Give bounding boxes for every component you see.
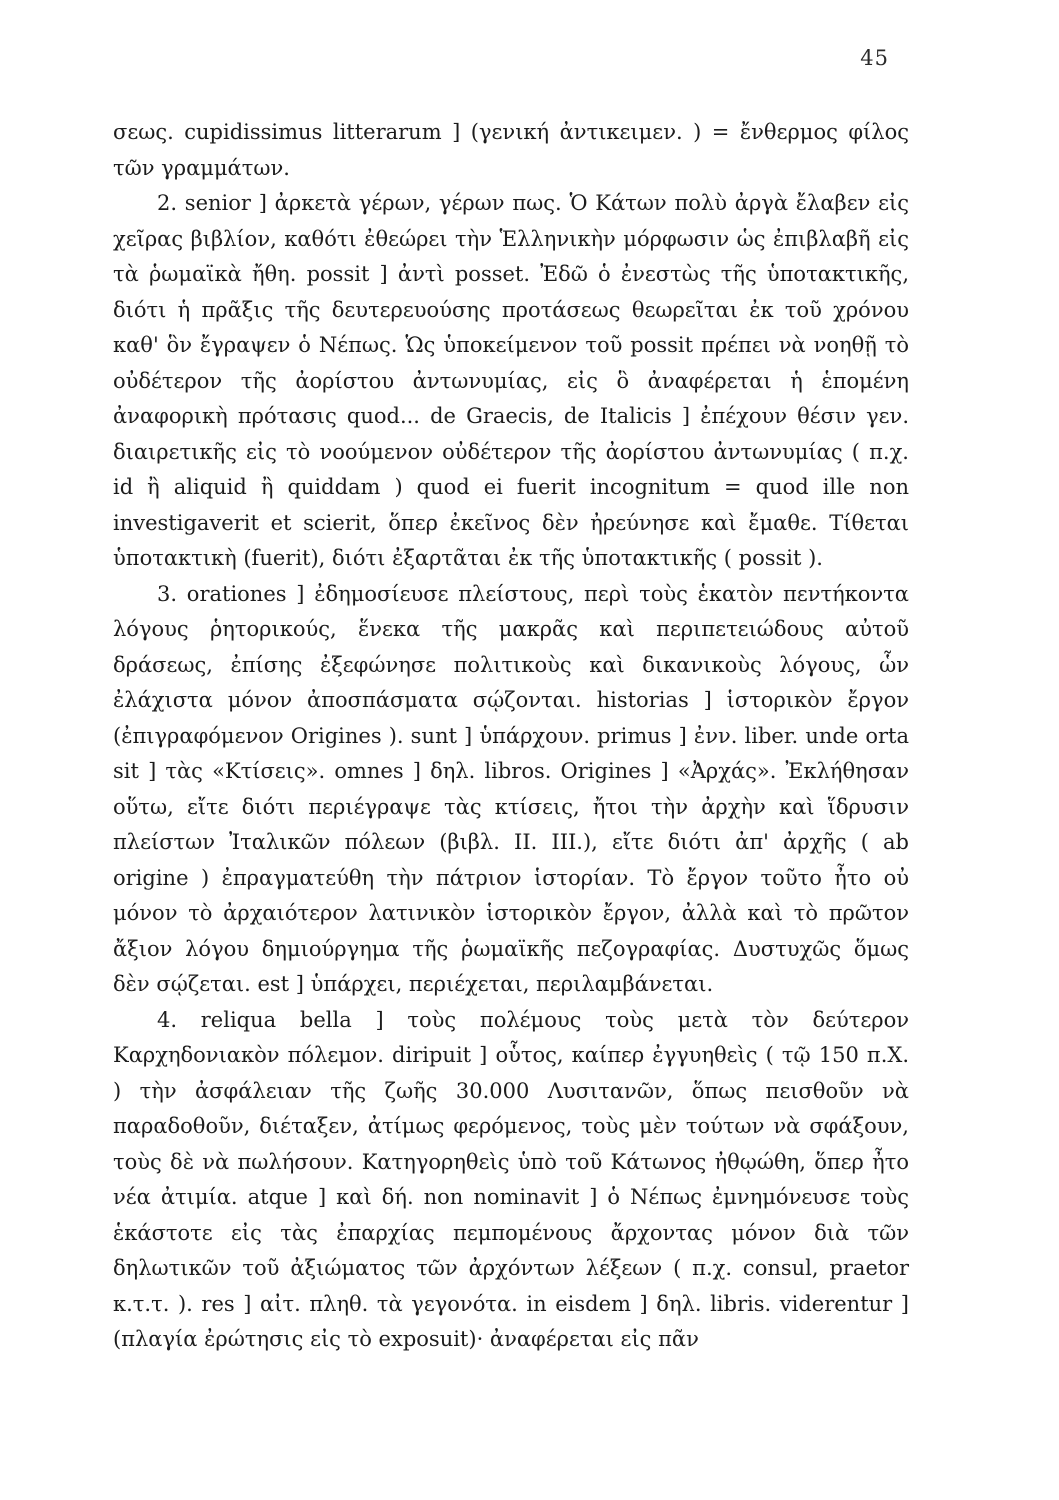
page-number: 45 <box>860 46 889 70</box>
paragraph-1: σεως. cupidissimus litterarum ] (γενική ἀντικειμεν. ) = ἔνθερμος φίλος τῶν γραμμάτων. <box>113 120 909 180</box>
paragraph-2: 2. senior ] ἀρκετὰ γέρων, γέρων πως. Ὁ Κάτων πολὺ ἀργὰ ἔλαβεν εἰς χεῖρας βιβλίον, καθότι ἐθεώρει τὴν Ἑλληνικὴν μόρφωσιν ὡς ἐπιβλαβῆ εἰς τὰ ῥωμαϊκὰ ἤθη. possit ] ἀντὶ posset. Ἐδῶ ὁ ἐνεστὼς τῆς ὑποτακτικῆς, διότι ἡ πρᾶξις τῆς δευτερευούσης προτάσεως θεωρεῖται ἐκ τοῦ χρόνου καθ' ὃν ἔγραψεν ὁ Νέπως. Ὡς ὑποκείμενον τοῦ possit πρέπει νὰ νοηθῇ τὸ οὐδέτερον τῆς ἀορίστου ἀντωνυμίας, εἰς ὃ ἀναφέρεται ἡ ἑπομένη ἀναφορικὴ πρότασις quod... de Graecis, de Italicis ] ἐπέχουν θέσιν γεν. διαιρετικῆς εἰς τὸ νοούμενον οὐδέτερον τῆς ἀορίστου ἀντωνυμίας ( π.χ. id ἢ aliquid ἢ quiddam ) quod ei fuerit incognitum = quod ille non investigaverit et scierit, ὅπερ ἐκεῖνος δὲν ἠρεύνησε καὶ ἔμαθε. Τίθεται ὑποτακτικὴ (fuerit), διότι ἐξαρτᾶται ἐκ τῆς ὑποτακτικῆς ( possit ). <box>113 191 909 570</box>
commentary-text <box>113 115 909 1358</box>
paragraph-3: 3. orationes ] ἐδημοσίευσε πλείστους, περὶ τοὺς ἑκατὸν πεντήκοντα λόγους ῥητορικούς, ἕνεκα τῆς μακρᾶς καὶ περιπετειώδους αὐτοῦ δράσεως, ἐπίσης ἐξεφώνησε πολιτικοὺς καὶ δικανικοὺς λόγους, ὧν ἐλάχιστα μόνον ἀποσπάσματα σῴζονται. historias ] ἱστορικὸν ἔργον (ἐπιγραφόμενον Origines ). sunt ] ὑπάρχουν. primus ] ἐνν. liber. unde orta sit ] τὰς «Κτίσεις». omnes ] δηλ. libros. Origines ] «Ἀρχάς». Ἐκλήθησαν οὕτω, εἴτε διότι περιέγραψε τὰς κτίσεις, ἤτοι τὴν ἀρχὴν καὶ ἵδρυσιν πλείστων Ἰταλικῶν πόλεων (βιβλ. II. III.), εἴτε διότι ἀπ' ἀρχῆς ( ab origine ) ἐπραγματεύθη τὴν πάτριον ἱστορίαν. Τὸ ἔργον τοῦτο ἦτο οὐ μόνον τὸ ἀρχαιότερον λατινικὸν ἱστορικὸν ἔργον, ἀλλὰ καὶ τὸ πρῶτον ἄξιον λόγου δημιούργημα τῆς ῥωμαϊκῆς πεζογραφίας. Δυστυχῶς ὅμως δὲν σῴζεται. est ] ὑπάρχει, περιέχεται, περιλαμβάνεται. <box>113 581 909 996</box>
paragraph-4: 4. reliqua bella ] τοὺς πολέμους τοὺς μετὰ τὸν δεύτερον Καρχηδονιακὸν πόλεμον. diripuit ] οὗτος, καίπερ ἐγγυηθεὶς ( τῷ 150 π.Χ. ) τὴν ἀσφάλειαν τῆς ζωῆς 30.000 Λυσιτανῶν, ὅπως πεισθοῦν νὰ παραδοθοῦν, διέταξεν, ἀτίμως φερόμενος, τοὺς μὲν τούτων νὰ σφάξουν, τοὺς δὲ νὰ πωλήσουν. Κατηγορηθεὶς ὑπὸ τοῦ Κάτωνος ἠθῳώθη, ὅπερ ἦτο νέα ἀτιμία. atque ] καὶ δή. non nominavit ] ὁ Νέπως ἐμνημόνευσε τοὺς ἑκάστοτε εἰς τὰς ἐπαρχίας πεμπομένους ἄρχοντας μόνον διὰ τῶν δηλωτικῶν τοῦ ἀξιώματος τῶν ἀρχόντων λέξεων ( π.χ. consul, praetor κ.τ.τ. ). res ] αἰτ. πληθ. τὰ γεγονότα. in eisdem ] δηλ. libris. viderentur ] (πλαγία ἐρώτησις εἰς τὸ exposuit)· ἀναφέρεται εἰς πᾶν <box>113 1007 909 1351</box>
